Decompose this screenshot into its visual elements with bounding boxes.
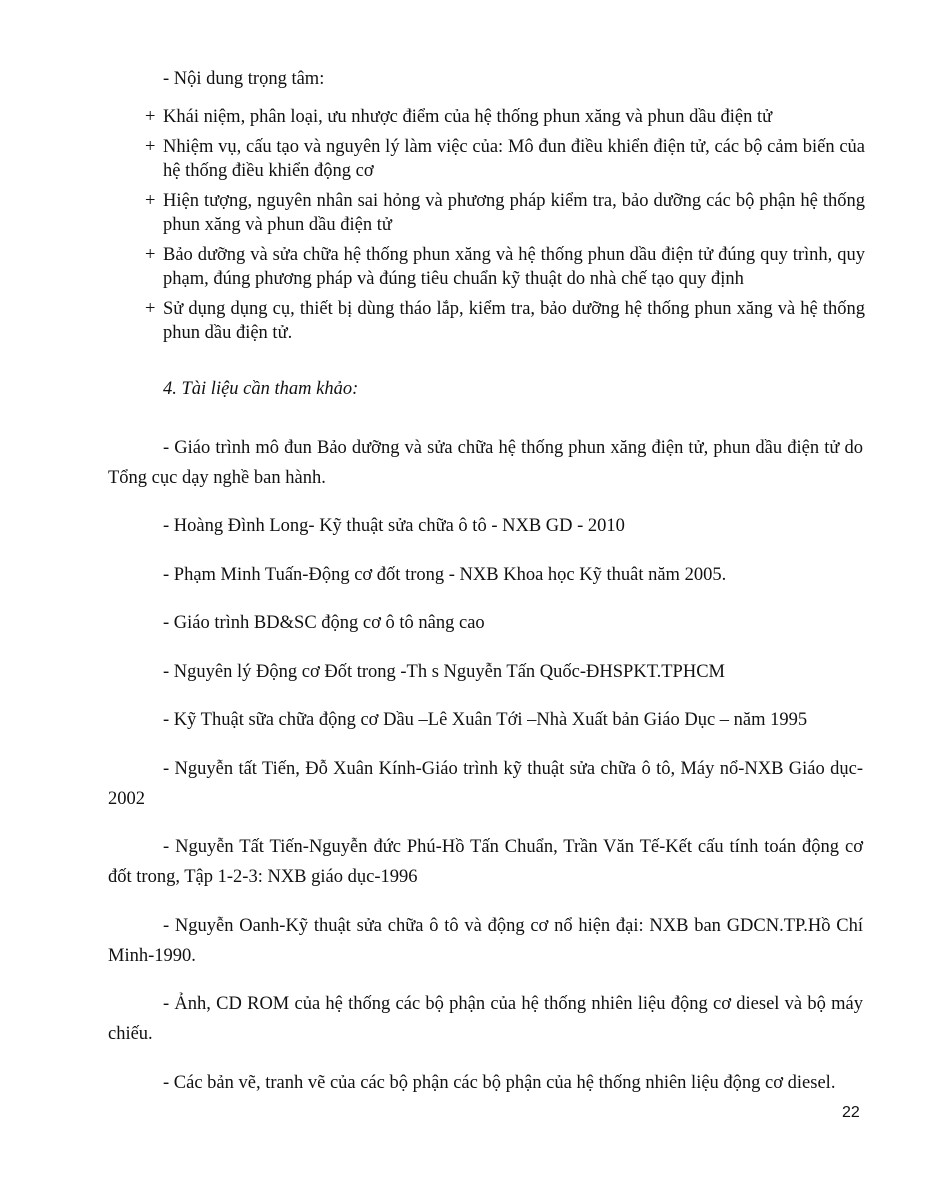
reference-item: - Phạm Minh Tuấn-Động cơ đốt trong - NXB Khoa học Kỹ thuât năm 2005. <box>163 564 727 585</box>
section-heading: - Nội dung trọng tâm: <box>163 69 325 89</box>
reference-item: - Kỹ Thuật sữa chữa động cơ Dầu –Lê Xuân Tới –Nhà Xuất bản Giáo Dục – năm 1995 <box>163 710 808 730</box>
list-item <box>145 135 865 183</box>
list-item <box>145 189 865 237</box>
reference-item: - Ảnh, CD ROM của hệ thống các bộ phận của hệ thống nhiên liệu động cơ diesel và bộ máy chiếu. <box>108 994 863 1044</box>
list-item-text: Sử dụng dụng cụ, thiết bị dùng tháo lắp, kiểm tra, bảo dưỡng hệ thống phun xăng và hệ thống phun dầu điện tử. <box>163 299 865 343</box>
list-item-text: Hiện tượng, nguyên nhân sai hỏng và phương pháp kiểm tra, bảo dưỡng các bộ phận hệ thống phun xăng và phun dầu điện tử <box>163 191 865 235</box>
references-section-title: 4. Tài liệu cần tham khảo: <box>163 379 359 399</box>
reference-item: - Nguyễn tất Tiến, Đỗ Xuân Kính-Giáo trình kỹ thuật sửa chữa ô tô, Máy nổ-NXB Giáo dục- 2002 <box>108 758 863 809</box>
list-item-text: Bảo dưỡng và sửa chữa hệ thống phun xăng và hệ thống phun dầu điện tử đúng quy trình, quy phạm, đúng phương pháp và đúng tiêu chuẩn kỹ thuật do nhà chế tạo quy định <box>163 245 865 289</box>
plus-bullet-icon: + <box>145 107 156 127</box>
plus-bullet-icon: + <box>145 191 156 211</box>
reference-item: - Nguyễn Oanh-Kỹ thuật sửa chữa ô tô và động cơ nổ hiện đại: NXB ban GDCN.TP.Hồ Chí Minh-1990. <box>108 915 863 966</box>
reference-item: - Giáo trình mô đun Bảo dưỡng và sửa chữa hệ thống phun xăng điện tử, phun dầu điện tử do Tổng cục dạy nghề ban hành. <box>108 437 863 488</box>
reference-item: - Nguyên lý Động cơ Đốt trong -Th s Nguyễn Tấn Quốc-ĐHSPKT.TPHCM <box>163 661 725 682</box>
reference-item: - Giáo trình BD&SC động cơ ô tô nâng cao <box>163 613 485 633</box>
plus-bullet-icon: + <box>145 137 156 157</box>
reference-item: - Nguyễn Tất Tiến-Nguyễn đức Phú-Hồ Tấn Chuẩn, Trần Văn Tế-Kết cấu tính toán động cơ đốt trong, Tập 1-2-3: NXB giáo dục-1996 <box>108 837 863 887</box>
references-list <box>108 414 863 1114</box>
page-number: 22 <box>842 1104 860 1121</box>
key-content-list <box>145 105 865 351</box>
list-item-text: Nhiệm vụ, cấu tạo và nguyên lý làm việc của: Mô đun điều khiển điện tử, các bộ cảm biến của hệ thống điều khiển động cơ <box>163 137 865 181</box>
plus-bullet-icon: + <box>145 299 156 319</box>
reference-item: - Các bản vẽ, tranh vẽ của các bộ phận các bộ phận của hệ thống nhiên liệu động cơ diesel. <box>163 1072 836 1093</box>
list-item-text: Khái niệm, phân loại, ưu nhược điểm của hệ thống phun xăng và phun dầu điện tử <box>163 107 773 127</box>
list-item <box>145 105 865 129</box>
reference-item: - Hoàng Đình Long- Kỹ thuật sửa chữa ô tô - NXB GD - 2010 <box>163 516 625 536</box>
plus-bullet-icon: + <box>145 245 156 265</box>
list-item <box>145 297 865 345</box>
list-item <box>145 243 865 291</box>
